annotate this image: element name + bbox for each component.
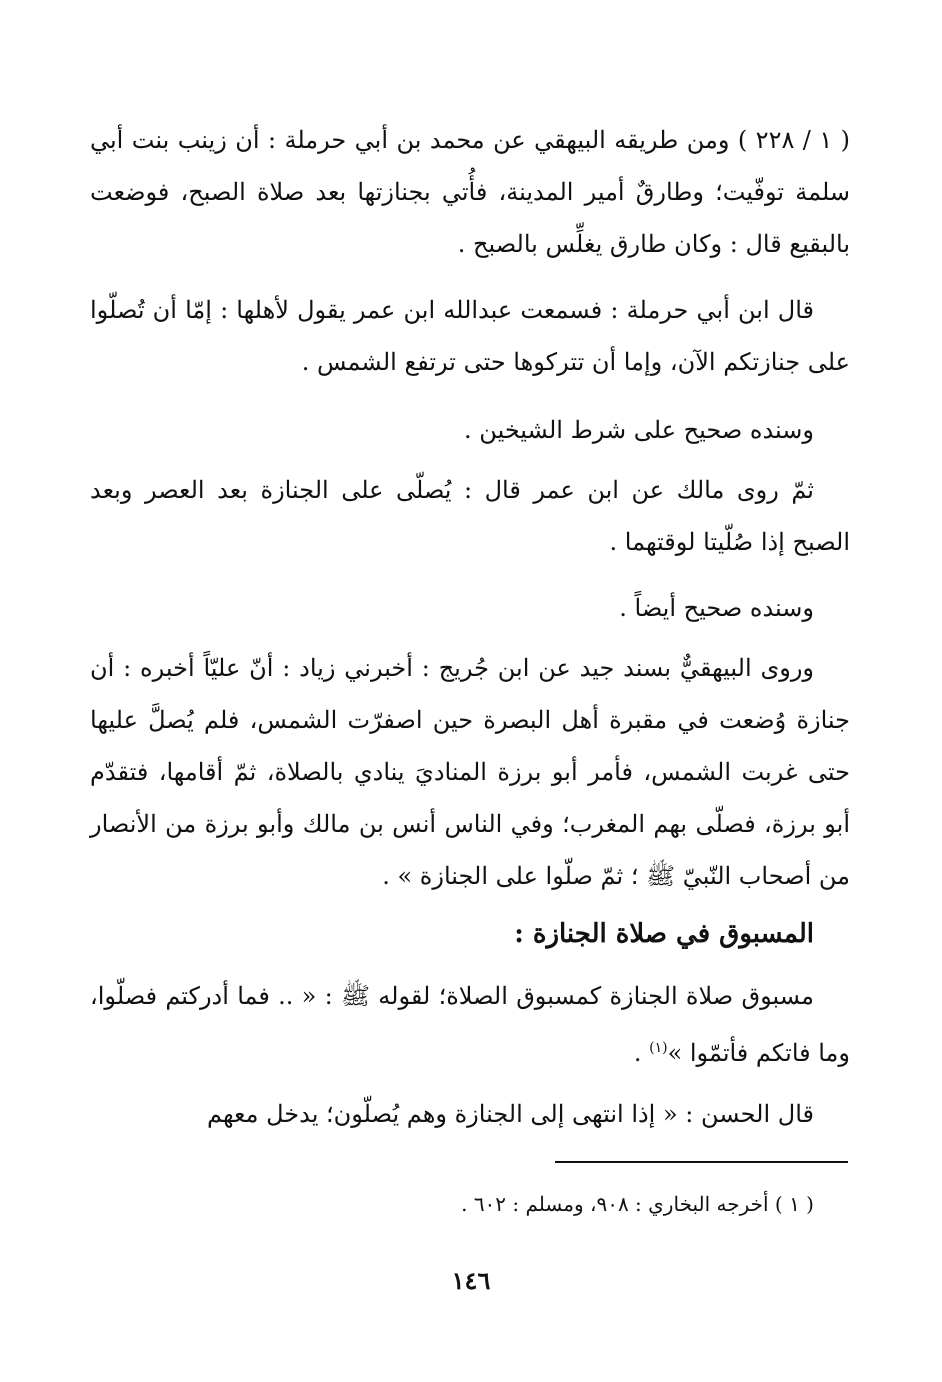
paragraph-masbuq-text: مسبوق صلاة الجنازة كمسبوق الصلاة؛ لقوله ﷺ : « .. فما أدركتم فصلّوا، وما فاتكم فأتمّوا »: [90, 982, 850, 1067]
page-number: ١٤٦: [451, 1266, 491, 1295]
section-heading: المسبوق في صلاة الجنازة :: [514, 919, 814, 949]
footnote-reference: (١): [649, 1040, 668, 1056]
paragraph-bayhaqi-narration: وروى البيهقيٌّ بسند جيد عن ابن جُريج : أخبرني زياد : أنّ عليّاً أخبره : أن جنازة وُضعت في مقبرة أهل البصرة حين اصفرّت الشمس، فلم يُصلَّ عليها حتى غربت الشمس، فأمر أبو برزة المناديَ ينادي بالصلاة، ثمّ أقامها، فتقدّم أبو برزة، فصلّى بهم المغرب؛ وفي الناس أنس بن مالك وأبو برزة من الأنصار من أصحاب النّبيّ ﷺ ؛ ثمّ صلّوا على الجنازة » .: [90, 654, 850, 890]
paragraph-hasan-saying: قال الحسن : « إذا انتهى إلى الجنازة وهم يُصلّون؛ يدخل معهم: [207, 1100, 814, 1128]
footnote: ( ١ ) أخرجه البخاري : ٩٠٨، ومسلم : ٦٠٢ .: [461, 1192, 814, 1216]
paragraph-malik-narration: ثمّ روى مالك عن ابن عمر قال : يُصلّى على الجنازة بعد العصر وبعد الصبح إذا صُلّيتا لوقتهما .: [90, 476, 850, 556]
paragraph-chain-authentic-also: وسنده صحيح أيضاً .: [619, 594, 814, 622]
paragraph-chain-authentic: وسنده صحيح على شرط الشيخين .: [464, 416, 814, 444]
paragraph-zainab-funeral: ( ١ / ٢٢٨ ) ومن طريقه البيهقي عن محمد بن أبي حرملة : أن زينب بنت أبي سلمة توفّيت؛ وطارقٌ أمير المدينة، فأُتي بجنازتها بعد صلاة الصبح، فوضعت بالبقيع قال : وكان طارق يغلِّس بالصبح .: [90, 126, 851, 258]
footnote-divider: [555, 1161, 848, 1163]
paragraph-ibn-umar-saying: قال ابن أبي حرملة : فسمعت عبدالله ابن عمر يقول لأهلها : إمّا أن تُصلّوا على جنازتكم الآن، وإما أن تتركوها حتى ترتفع الشمس .: [90, 296, 850, 376]
paragraph-masbuq: مسبوق صلاة الجنازة كمسبوق الصلاة؛ لقوله ﷺ : « .. فما أدركتم فصلّوا، وما فاتكم فأتمّوا »$^{(١)}$ .: [90, 982, 850, 1067]
